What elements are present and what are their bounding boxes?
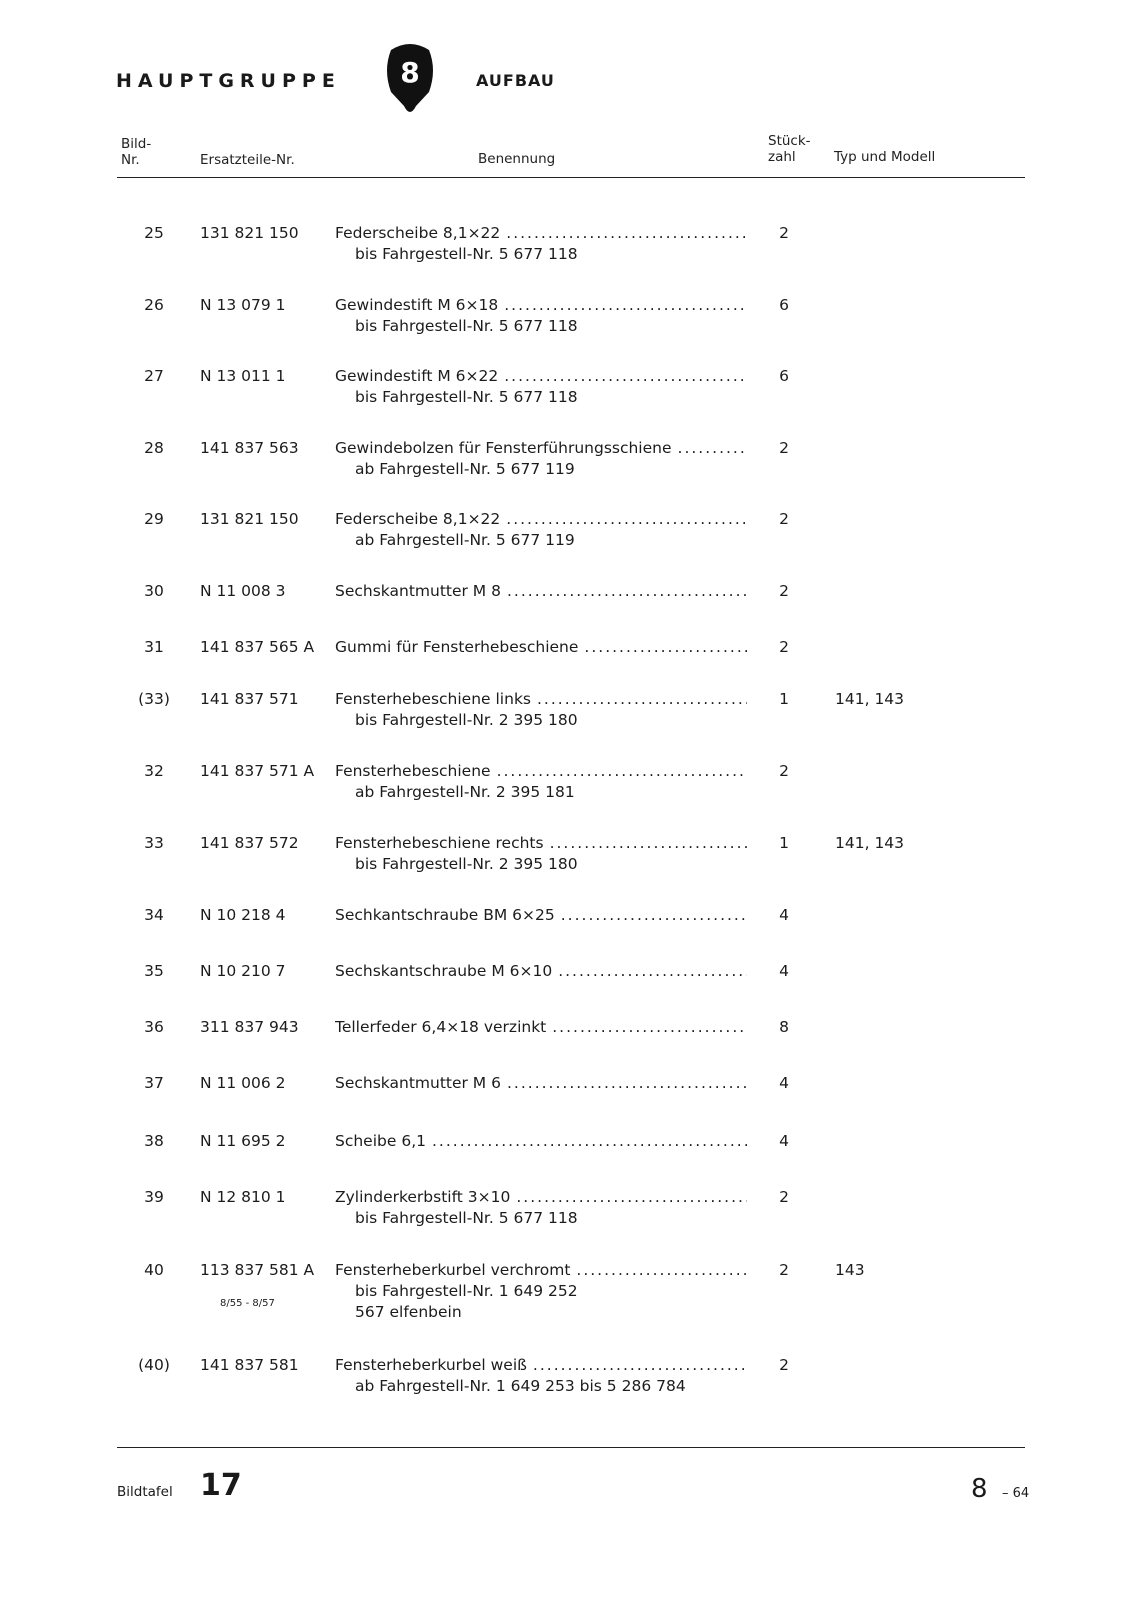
bild-nr: (40) [138,1356,170,1374]
description-text: Sechskantmutter M 6 [335,1074,501,1092]
bild-nr: 35 [144,962,164,980]
quantity: 8 [779,1018,789,1036]
description-text: Gewindestift M 6×22 [335,367,499,385]
description-text: Gewindestift M 6×18 [335,296,499,314]
dot-leader [576,1260,747,1281]
bild-nr: 27 [144,367,164,385]
description-main [335,223,747,244]
col-bild-nr [121,136,151,168]
part-number [200,905,286,926]
header-rule [117,177,1025,178]
description-main [335,1131,747,1152]
description-text: Federscheibe 8,1×22 [335,224,501,242]
dot-leader [504,295,747,316]
description-main [335,637,747,658]
description-sub: bis Fahrgestell-Nr. 5 677 118 [355,1209,578,1227]
part-number [200,438,299,459]
quantity: 2 [779,510,789,528]
dot-leader [504,366,747,387]
description [335,1131,747,1152]
part-number-value: N 11 695 2 [200,1132,286,1150]
part-number-value: 141 837 581 [200,1356,299,1374]
bildtafel-label: Bildtafel [117,1484,173,1500]
quantity: 2 [779,762,789,780]
description-main [335,366,747,387]
description [335,223,747,265]
description [335,961,747,982]
bild-nr: 37 [144,1074,164,1092]
dot-leader [561,905,747,926]
description-text: Sechkantschraube BM 6×25 [335,906,555,924]
quantity: 2 [779,1356,789,1374]
description-sub: bis Fahrgestell-Nr. 5 677 118 [355,245,578,263]
description-main [335,295,747,316]
description-text: Sechskantschraube M 6×10 [335,962,553,980]
part-number [200,1187,286,1208]
quantity: 1 [779,834,789,852]
col-stueckzahl-line1: Stück- [768,133,811,149]
description [335,1260,747,1323]
part-number [200,1017,299,1038]
description [335,905,747,926]
part-number-value: N 13 079 1 [200,296,286,314]
description-text: Fensterheberkurbel weiß [335,1356,527,1374]
bild-nr: 31 [144,638,164,656]
description-main [335,1017,747,1038]
description-main [335,1073,747,1094]
description [335,833,747,875]
part-number-value: 311 837 943 [200,1018,299,1036]
description-sub: bis Fahrgestell-Nr. 5 677 118 [355,388,578,406]
quantity: 2 [779,1261,789,1279]
type-model: 141, 143 [835,690,905,708]
group-number: 8 [400,56,420,89]
part-number [200,761,314,782]
bild-nr: 33 [144,834,164,852]
description-text: Gewindebolzen für Fensterführungsschiene [335,439,672,457]
dot-leader [584,637,747,658]
part-number [200,366,286,387]
quantity: 6 [779,367,789,385]
description-text: Fensterhebeschiene links [335,690,531,708]
description-text: Fensterhebeschiene [335,762,491,780]
description [335,1073,747,1094]
description-sub: ab Fahrgestell-Nr. 1 649 253 bis 5 286 784 [355,1377,686,1395]
description-sub: bis Fahrgestell-Nr. 5 677 118 [355,317,578,335]
dot-leader [432,1131,747,1152]
dot-leader [533,1355,747,1376]
part-number [200,637,314,658]
part-number [200,1073,286,1094]
quantity: 4 [779,962,789,980]
part-number [200,833,299,854]
description-main [335,1355,747,1376]
part-number-value: 141 837 572 [200,834,299,852]
description-sub: ab Fahrgestell-Nr. 5 677 119 [355,460,575,478]
description [335,581,747,602]
part-number [200,689,299,710]
part-number-value: N 11 008 3 [200,582,286,600]
part-number-value: 131 821 150 [200,510,299,528]
dot-leader [537,689,747,710]
page-number: 8 [971,1474,988,1504]
bild-nr: 34 [144,906,164,924]
quantity: 4 [779,1074,789,1092]
description [335,761,747,803]
part-number-value: N 10 210 7 [200,962,286,980]
quantity: 2 [779,1188,789,1206]
dot-leader [550,833,747,854]
description-sub: bis Fahrgestell-Nr. 2 395 180 [355,855,578,873]
col-bild-nr-line2: Nr. [121,152,140,168]
dot-leader [678,438,747,459]
quantity: 6 [779,296,789,314]
part-number-value: 141 837 563 [200,439,299,457]
dot-leader [497,761,747,782]
description [335,689,747,731]
description-text: Fensterhebeschiene rechts [335,834,544,852]
bild-nr: 26 [144,296,164,314]
dot-leader [507,1073,747,1094]
dot-leader [552,1017,747,1038]
quantity: 1 [779,690,789,708]
description-sub: bis Fahrgestell-Nr. 2 395 180 [355,711,578,729]
dot-leader [516,1187,747,1208]
description-text: Scheibe 6,1 [335,1132,426,1150]
dot-leader [507,581,747,602]
description-text: Zylinderkerbstift 3×10 [335,1188,511,1206]
quantity: 2 [779,638,789,656]
quantity: 2 [779,224,789,242]
type-model: 141, 143 [835,834,905,852]
part-number-value: 141 837 571 A [200,762,315,780]
description-main [335,761,747,782]
type-model: 143 [835,1261,865,1279]
part-number [200,1355,299,1376]
part-number [200,961,286,982]
description [335,1355,747,1397]
description [335,366,747,408]
description-main [335,689,747,710]
part-number-value: N 12 810 1 [200,1188,286,1206]
part-number-value: N 11 006 2 [200,1074,286,1092]
description [335,509,747,551]
dot-leader [506,223,747,244]
col-ersatzteile: Ersatzteile-Nr. [200,152,295,168]
col-benennung: Benennung [478,151,556,167]
description-text: Federscheibe 8,1×22 [335,510,501,528]
description [335,438,747,480]
part-number-value: N 10 218 4 [200,906,286,924]
bild-nr: 30 [144,582,164,600]
description-text: Fensterheberkurbel verchromt [335,1261,571,1279]
part-date-note: 8/55 - 8/57 [220,1298,275,1309]
part-number-value: 141 837 565 A [200,638,315,656]
description [335,637,747,658]
description-main [335,1187,747,1208]
quantity: 4 [779,1132,789,1150]
description-main [335,833,747,854]
description-sub: bis Fahrgestell-Nr. 1 649 252 [355,1282,578,1300]
col-typ: Typ und Modell [834,149,936,165]
description-main [335,581,747,602]
bild-nr: 28 [144,439,164,457]
description-sub: ab Fahrgestell-Nr. 2 395 181 [355,783,575,801]
part-number-value: 113 837 581 A [200,1261,315,1279]
col-stueckzahl [768,133,811,165]
group-title: HAUPTGRUPPE [116,70,341,92]
description-sub: ab Fahrgestell-Nr. 5 677 119 [355,531,575,549]
bildtafel-number: 17 [200,1468,242,1503]
part-number-value: 141 837 571 [200,690,299,708]
part-number [200,223,299,244]
description-text: Tellerfeder 6,4×18 verzinkt [335,1018,547,1036]
bild-nr: 38 [144,1132,164,1150]
quantity: 2 [779,439,789,457]
bild-nr: 39 [144,1188,164,1206]
description [335,295,747,337]
description-main [335,509,747,530]
part-number-value: 131 821 150 [200,224,299,242]
bild-nr: (33) [138,690,170,708]
part-number [200,509,299,530]
part-number [200,1260,314,1314]
dot-leader [558,961,747,982]
quantity: 2 [779,582,789,600]
quantity: 4 [779,906,789,924]
part-number [200,1131,286,1152]
part-number [200,295,286,316]
bild-nr: 25 [144,224,164,242]
page-subnumber: – 64 [1002,1486,1030,1501]
description-text: Sechskantmutter M 8 [335,582,501,600]
part-number [200,581,286,602]
section-title: AUFBAU [476,71,555,90]
bild-nr: 36 [144,1018,164,1036]
bild-nr: 29 [144,510,164,528]
description-main [335,1260,747,1281]
description-sub: 567 elfenbein [355,1303,462,1321]
part-number-value: N 13 011 1 [200,367,286,385]
description-main [335,905,747,926]
dot-leader [506,509,747,530]
bild-nr: 40 [144,1261,164,1279]
description [335,1017,747,1038]
description-text: Gummi für Fensterhebeschiene [335,638,579,656]
description-main [335,961,747,982]
description [335,1187,747,1229]
col-bild-nr-line1: Bild- [121,136,152,152]
footer-rule [117,1447,1025,1448]
col-stueckzahl-line2: zahl [768,149,796,165]
description-main [335,438,747,459]
bild-nr: 32 [144,762,164,780]
